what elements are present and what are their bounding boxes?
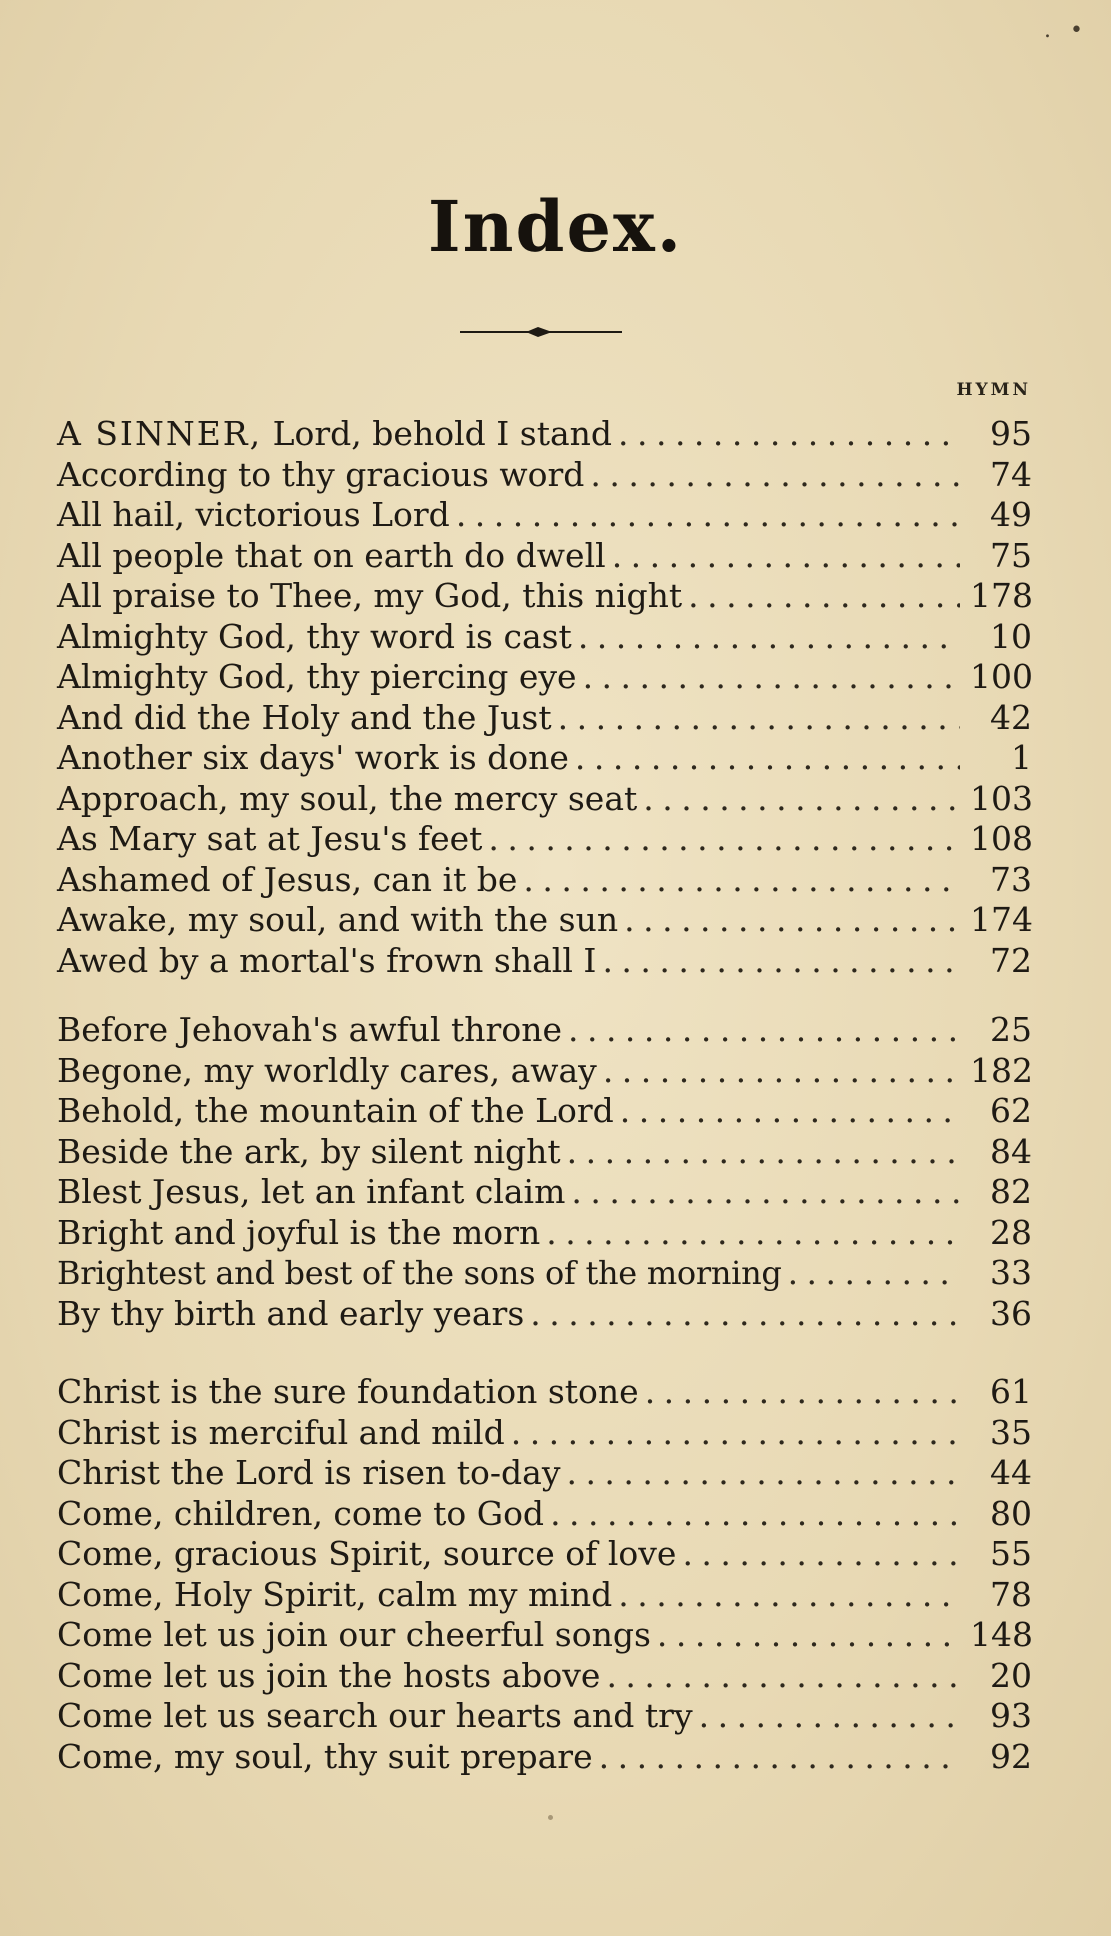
entry-hymn-number: 1 [1011, 738, 1032, 777]
entry-title: Beside the ark, by silent night [57, 1131, 561, 1171]
leader-dots [618, 1575, 960, 1615]
entry-hymn-number: 75 [990, 535, 1032, 575]
leader-dots [788, 1253, 960, 1293]
entry-title: Before Jehovah's awful throne [57, 1010, 562, 1049]
entry-title: Behold, the mountain of the Lord [57, 1091, 614, 1130]
index-entry [57, 414, 1032, 455]
index-group-a [57, 414, 1032, 981]
leader-dots [657, 1615, 960, 1655]
index-entry [57, 1656, 1032, 1697]
entry-title: Awake, my soul, and with the sun [57, 900, 619, 939]
index-entry [57, 900, 1032, 941]
entry-hymn-number: 182 [970, 1050, 1033, 1090]
entry-hymn-number: 49 [990, 495, 1032, 534]
leader-dots [578, 617, 960, 657]
leader-dots [620, 1091, 960, 1131]
index-entry [57, 860, 1032, 901]
leader-dots [643, 779, 960, 819]
entry-title: Come let us search our hearts and try [57, 1696, 693, 1735]
index-entry [57, 1253, 1032, 1294]
page-title: Index. [427, 185, 684, 268]
entry-hymn-number: 10 [990, 616, 1032, 656]
leader-dots [488, 819, 960, 859]
leader-dots [606, 1656, 960, 1696]
entry-title: Another six days' work is done [57, 738, 569, 777]
entry-hymn-number: 36 [990, 1293, 1032, 1333]
entry-hymn-number: 80 [990, 1493, 1032, 1533]
entry-hymn-number: 84 [990, 1131, 1032, 1171]
index-entry [57, 1010, 1032, 1051]
entry-title: And did the Holy and the Just [57, 697, 552, 737]
index-entry [57, 941, 1032, 982]
entry-hymn-number: 61 [990, 1372, 1032, 1411]
entry-title: Come let us join the hosts above [57, 1655, 601, 1695]
leader-dots [558, 698, 960, 738]
entry-hymn-number: 78 [990, 1574, 1032, 1614]
leader-dots [583, 657, 960, 697]
index-entry [57, 1132, 1032, 1173]
leader-dots [575, 738, 960, 778]
leader-dots [612, 536, 960, 576]
entry-title: Awed by a mortal's frown shall I [57, 940, 597, 980]
leader-dots [568, 1010, 960, 1050]
entry-hymn-number: 174 [970, 900, 1033, 939]
entry-hymn-number: 148 [970, 1615, 1033, 1654]
entry-title: As Mary sat at Jesu's feet [57, 819, 483, 858]
leader-dots [624, 900, 960, 940]
index-group-c [57, 1372, 1032, 1777]
index-entry [57, 1534, 1032, 1575]
entry-hymn-number: 100 [970, 657, 1033, 696]
leader-dots [456, 495, 960, 535]
index-entry [57, 1696, 1032, 1737]
leader-dots [699, 1696, 960, 1736]
leader-dots [688, 576, 960, 616]
entry-title: Christ is the sure foundation stone [57, 1372, 639, 1411]
entry-hymn-number: 95 [990, 414, 1032, 453]
index-entry [57, 698, 1032, 739]
entry-title: According to thy gracious word [57, 454, 585, 494]
index-entry [57, 1494, 1032, 1535]
leader-dots [602, 941, 960, 981]
paper-speck [548, 1815, 553, 1820]
entry-title: Come, Holy Spirit, calm my mind [57, 1574, 613, 1614]
index-entry [57, 1372, 1032, 1413]
index-entry [57, 1172, 1032, 1213]
leader-dots [571, 1172, 960, 1212]
entry-hymn-number: 93 [990, 1696, 1032, 1735]
entry-title: All praise to Thee, my God, this night [57, 576, 683, 615]
entry-title: Come let us join our cheerful songs [57, 1615, 651, 1654]
index-entry [57, 738, 1032, 779]
entry-hymn-number: 72 [990, 940, 1032, 980]
leader-dots [682, 1534, 960, 1574]
leader-dots [618, 414, 960, 454]
index-entry [57, 779, 1032, 820]
corner-mark: . • [1044, 18, 1089, 43]
index-entry [57, 1575, 1032, 1616]
entry-title: Christ the Lord is risen to-day [57, 1453, 561, 1492]
entry-title: All hail, victorious Lord [57, 495, 450, 534]
leader-dots [550, 1494, 960, 1534]
entry-hymn-number: 74 [990, 454, 1032, 494]
entry-hymn-number: 82 [990, 1172, 1032, 1211]
entry-title: Brightest and best of the sons of the morning [57, 1254, 782, 1292]
leader-dots [603, 1051, 960, 1091]
entry-title: Ashamed of Jesus, can it be [57, 859, 518, 899]
index-entry [57, 617, 1032, 658]
leader-dots [546, 1213, 960, 1253]
leader-dots [566, 1453, 960, 1493]
entry-hymn-number: 28 [990, 1212, 1032, 1252]
index-entry [57, 1737, 1032, 1778]
leader-dots [523, 860, 960, 900]
entry-title: Lord, behold I stand [262, 414, 613, 453]
index-entry [57, 1051, 1032, 1092]
entry-hymn-number: 178 [970, 576, 1033, 615]
leader-dots [567, 1132, 960, 1172]
index-entry [57, 1615, 1032, 1656]
index-entry [57, 536, 1032, 577]
entry-hymn-number: 33 [990, 1253, 1032, 1292]
index-entry [57, 819, 1032, 860]
leader-dots [590, 455, 960, 495]
entry-hymn-number: 62 [990, 1091, 1032, 1130]
entry-title: All people that on earth do dwell [57, 535, 606, 575]
entry-title: Bright and joyful is the morn [57, 1212, 541, 1252]
entry-title: Blest Jesus, let an infant claim [57, 1172, 566, 1211]
entry-hymn-number: 108 [970, 819, 1033, 858]
entry-first-word: A SINNER, [57, 414, 263, 453]
leader-dots [530, 1294, 960, 1334]
entry-title: Approach, my soul, the mercy seat [57, 778, 638, 818]
entry-title: Begone, my worldly cares, away [57, 1050, 597, 1090]
leader-dots [645, 1372, 960, 1412]
leader-dots [599, 1737, 960, 1777]
index-entry [57, 1453, 1032, 1494]
entry-hymn-number: 20 [990, 1655, 1032, 1695]
hymn-column-header: HYMN [956, 380, 1031, 400]
entry-title: Christ is merciful and mild [57, 1412, 505, 1452]
index-entry [57, 1294, 1032, 1335]
index-entry [57, 1213, 1032, 1254]
leader-dots [511, 1413, 960, 1453]
index-entry [57, 1413, 1032, 1454]
entry-title: Almighty God, thy piercing eye [57, 657, 577, 696]
entry-hymn-number: 73 [990, 859, 1032, 899]
entry-title: Almighty God, thy word is cast [57, 616, 572, 656]
entry-title: Come, my soul, thy suit prepare [57, 1736, 593, 1776]
entry-hymn-number: 103 [970, 778, 1033, 818]
index-group-b [57, 1010, 1032, 1334]
index-entry [57, 1091, 1032, 1132]
entry-hymn-number: 25 [990, 1010, 1032, 1049]
index-entry [57, 495, 1032, 536]
entry-title: By thy birth and early years [57, 1293, 525, 1333]
entry-hymn-number: 55 [990, 1534, 1032, 1573]
entry-hymn-number: 44 [990, 1453, 1032, 1492]
entry-title: Come, gracious Spirit, source of love [57, 1534, 677, 1573]
index-entry [57, 657, 1032, 698]
title-rule-ornament [460, 322, 622, 342]
entry-title: Come, children, come to God [57, 1493, 545, 1533]
index-entry [57, 455, 1032, 496]
entry-hymn-number: 92 [990, 1736, 1032, 1776]
entry-hymn-number: 35 [990, 1412, 1032, 1452]
entry-hymn-number: 42 [990, 697, 1032, 737]
index-entry [57, 576, 1032, 617]
